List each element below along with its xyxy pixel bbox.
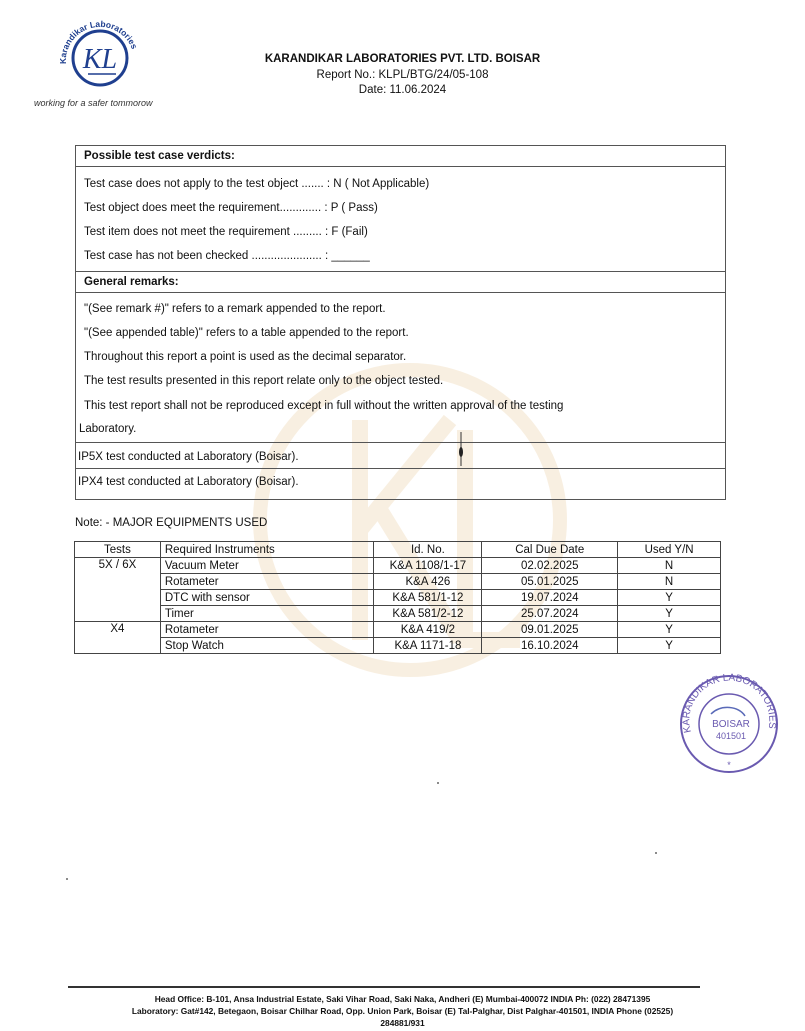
used-cell: Y: [618, 622, 721, 638]
report-header: [0, 52, 805, 99]
pen-mark: [455, 432, 467, 468]
report-date: Date: 11.06.2024: [358, 84, 447, 96]
svg-text:BOISAR: BOISAR: [712, 719, 750, 730]
company-stamp: [675, 672, 783, 776]
verdicts-title: Possible test case verdicts:: [84, 150, 235, 162]
id-cell: K&A 426: [374, 574, 482, 590]
report-number: Report No.: KLPL/BTG/24/05-108: [316, 68, 489, 81]
used-cell: N: [618, 574, 721, 590]
remark-line: Throughout this report a point is used as the decimal separator.: [84, 351, 407, 363]
remark-line: "(See appended table)" refers to a table appended to the report.: [84, 327, 409, 339]
footer-laboratory: Laboratory: Gat#142, Betegaon, Boisar Chilhar Road, Opp. Union Park, Boisar (E) Tal-Palghar, Dist Palghar-401501, INDIA Phone (02525): [131, 1006, 674, 1016]
cal-due-cell: 25.07.2024: [482, 606, 618, 622]
equipment-note: Note: - MAJOR EQUIPMENTS USED: [75, 517, 268, 529]
instrument-cell: Rotameter: [160, 574, 374, 590]
speck: [437, 782, 439, 784]
svg-text:Karandikar Laboratories: Karandikar Laboratories: [57, 18, 140, 65]
id-cell: K&A 581/1-12: [374, 590, 482, 606]
column-header: Tests: [75, 542, 161, 558]
test-cell: X4: [75, 622, 161, 654]
id-cell: K&A 581/2-12: [374, 606, 482, 622]
instrument-cell: Rotameter: [160, 622, 374, 638]
verdict-line: Test case has not been checked ...................... : ______: [84, 250, 370, 262]
column-header: Used Y/N: [618, 542, 721, 558]
column-header: Cal Due Date: [482, 542, 618, 558]
id-cell: K&A 1108/1-17: [374, 558, 482, 574]
cal-due-cell: 02.02.2025: [482, 558, 618, 574]
verdicts-box: [75, 145, 726, 500]
company-name: KARANDIKAR LABORATORIES PVT. LTD. BOISAR: [264, 53, 541, 65]
table-row: [75, 574, 721, 590]
svg-text:KL: KL: [82, 44, 118, 75]
remark-line: This test report shall not be reproduced except in full without the written approval of the testing: [84, 400, 564, 412]
footer-phone: 284881/931: [380, 1018, 425, 1028]
equipment-table: [74, 541, 721, 654]
footer: [40, 993, 765, 1029]
id-cell: K&A 1171-18: [374, 638, 482, 654]
test-cell: 5X / 6X: [75, 558, 161, 622]
id-cell: K&A 419/2: [374, 622, 482, 638]
footer-rule: [68, 986, 700, 988]
footer-head-office: Head Office: B-101, Ansa Industrial Estate, Saki Vihar Road, Saki Naka, Andheri (E) Mumbai-400072 INDIA Ph: (022) 28471395: [154, 994, 651, 1004]
remark-line: The test results presented in this report relate only to the object tested.: [84, 375, 444, 387]
verdict-line: Test case does not apply to the test object ....... : N ( Not Applicable): [84, 178, 430, 190]
instrument-cell: Vacuum Meter: [160, 558, 374, 574]
remark-line: "(See remark #)" refers to a remark appended to the report.: [84, 303, 386, 315]
cal-due-cell: 19.07.2024: [482, 590, 618, 606]
table-row: [75, 558, 721, 574]
logo-tagline: working for a safer tommorow: [34, 98, 153, 108]
used-cell: Y: [618, 606, 721, 622]
speck: [655, 852, 657, 854]
conducted-line: IPX4 test conducted at Laboratory (Boisar).: [78, 476, 299, 488]
table-header-row: [75, 542, 721, 558]
column-header: Required Instruments: [160, 542, 374, 558]
cal-due-cell: 09.01.2025: [482, 622, 618, 638]
cal-due-cell: 16.10.2024: [482, 638, 618, 654]
remarks-title: General remarks:: [84, 276, 179, 288]
instrument-cell: DTC with sensor: [160, 590, 374, 606]
table-row: [75, 590, 721, 606]
used-cell: Y: [618, 638, 721, 654]
instrument-cell: Stop Watch: [160, 638, 374, 654]
used-cell: N: [618, 558, 721, 574]
svg-text:401501: 401501: [715, 731, 747, 741]
remark-line: Laboratory.: [79, 423, 137, 435]
verdict-line: Test item does not meet the requirement ......... : F (Fail): [84, 226, 368, 238]
instrument-cell: Timer: [160, 606, 374, 622]
speck: [66, 878, 68, 880]
table-row: [75, 622, 721, 638]
used-cell: Y: [618, 590, 721, 606]
svg-text:*: *: [727, 760, 731, 770]
cal-due-cell: 05.01.2025: [482, 574, 618, 590]
conducted-line: IP5X test conducted at Laboratory (Boisar).: [78, 451, 299, 463]
table-row: [75, 606, 721, 622]
svg-text:KARANDIKAR LABORATORIES PVT. L: KARANDIKAR LABORATORIES: [681, 672, 778, 734]
table-row: [75, 638, 721, 654]
verdict-line: Test object does meet the requirement............. : P ( Pass): [84, 202, 378, 214]
column-header: Id. No.: [374, 542, 482, 558]
